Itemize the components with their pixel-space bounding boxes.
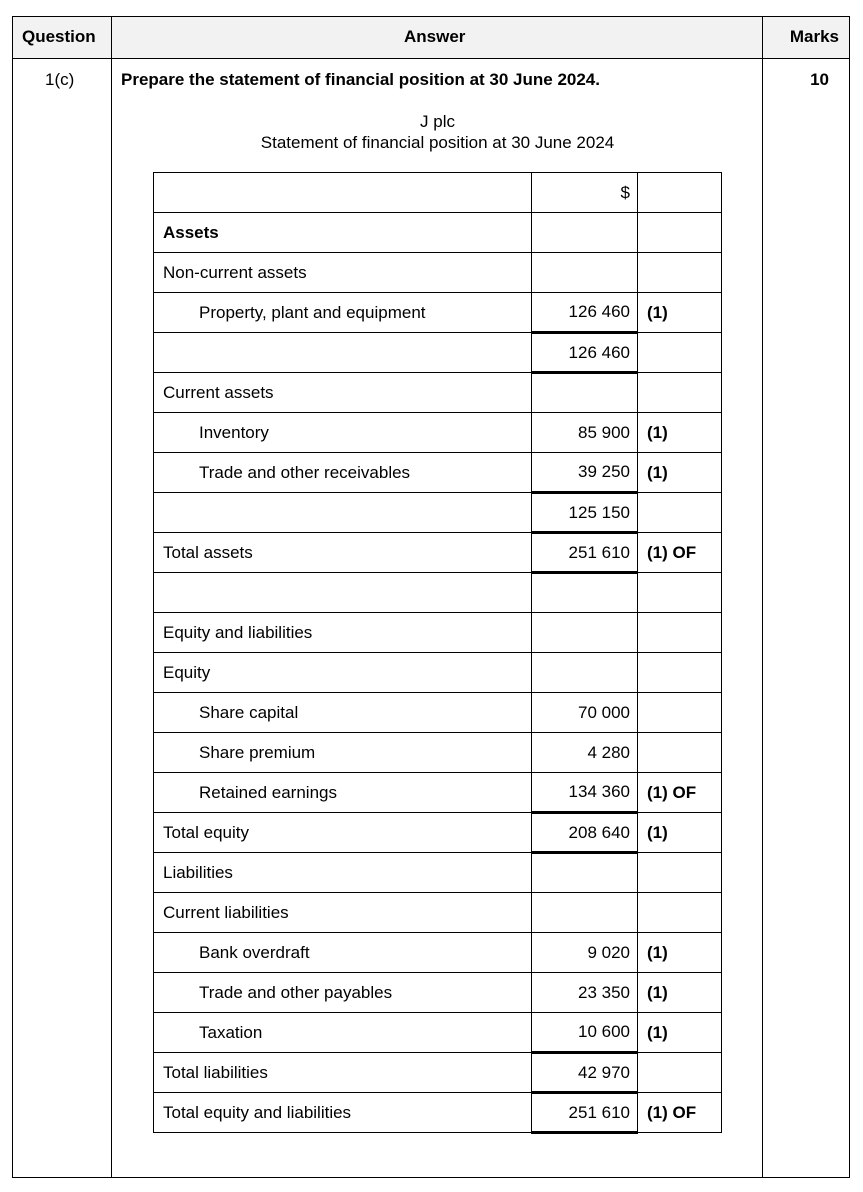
row-label: Taxation	[154, 1013, 532, 1053]
row-mark	[638, 333, 722, 373]
row-amount	[532, 253, 638, 293]
row-amount: 70 000	[532, 693, 638, 733]
row-mark	[638, 893, 722, 933]
row-label: Share capital	[154, 693, 532, 733]
row-label: Total equity and liabilities	[154, 1093, 532, 1133]
row-amount	[532, 853, 638, 893]
row-label: Total liabilities	[154, 1053, 532, 1093]
row-amount	[532, 893, 638, 933]
mark-scheme-table	[12, 16, 850, 1178]
row-label: Non-current assets	[154, 253, 532, 293]
row-mark	[638, 253, 722, 293]
row-label: Bank overdraft	[154, 933, 532, 973]
table-row	[154, 1093, 722, 1133]
financial-position-table	[153, 172, 722, 1134]
row-mark: (1)	[638, 1013, 722, 1053]
row-label: Equity	[154, 653, 532, 693]
company-name: J plc	[420, 112, 455, 131]
header-row	[13, 17, 849, 59]
row-label	[154, 493, 532, 533]
row-amount: 85 900	[532, 413, 638, 453]
row-amount: 126 460	[532, 333, 638, 373]
row-amount: 10 600	[532, 1013, 638, 1053]
table-row	[154, 693, 722, 733]
row-mark: (1)	[638, 413, 722, 453]
table-row	[154, 293, 722, 333]
column-divider	[762, 17, 763, 1177]
table-row	[154, 973, 722, 1013]
row-mark	[638, 173, 722, 213]
table-row	[154, 613, 722, 653]
row-amount	[532, 573, 638, 613]
table-row	[154, 173, 722, 213]
row-label: Equity and liabilities	[154, 613, 532, 653]
row-amount	[532, 653, 638, 693]
row-mark: (1)	[638, 813, 722, 853]
row-mark: (1) OF	[638, 1093, 722, 1133]
row-amount: 134 360	[532, 773, 638, 813]
table-row	[154, 1013, 722, 1053]
question-number: 1(c)	[45, 70, 75, 89]
table-row	[154, 933, 722, 973]
row-mark	[638, 213, 722, 253]
row-label: Liabilities	[154, 853, 532, 893]
table-row	[154, 573, 722, 613]
row-mark	[638, 693, 722, 733]
table-row	[154, 213, 722, 253]
header-answer: Answer	[404, 27, 466, 46]
row-amount: 4 280	[532, 733, 638, 773]
row-amount	[532, 213, 638, 253]
question-marks: 10	[810, 70, 829, 89]
row-amount: 39 250	[532, 453, 638, 493]
row-mark	[638, 573, 722, 613]
table-row	[154, 653, 722, 693]
row-mark: (1)	[638, 973, 722, 1013]
table-row	[154, 733, 722, 773]
row-amount: 23 350	[532, 973, 638, 1013]
table-row	[154, 853, 722, 893]
table-row	[154, 333, 722, 373]
row-amount: 251 610	[532, 1093, 638, 1133]
row-label: Inventory	[154, 413, 532, 453]
row-amount	[532, 613, 638, 653]
row-label: Trade and other payables	[154, 973, 532, 1013]
table-row	[154, 1053, 722, 1093]
table-row	[154, 893, 722, 933]
row-amount: 125 150	[532, 493, 638, 533]
table-row	[154, 493, 722, 533]
row-label: Total assets	[154, 533, 532, 573]
row-label	[154, 573, 532, 613]
table-row	[154, 773, 722, 813]
table-row	[154, 253, 722, 293]
row-mark: (1)	[638, 453, 722, 493]
row-mark: (1)	[638, 293, 722, 333]
statement-heading	[112, 111, 763, 153]
header-marks: Marks	[789, 27, 839, 46]
table-row	[154, 533, 722, 573]
row-mark	[638, 733, 722, 773]
row-label: Current liabilities	[154, 893, 532, 933]
statement-title: Statement of financial position at 30 June 2024	[260, 133, 615, 152]
row-label	[154, 333, 532, 373]
table-row	[154, 453, 722, 493]
row-label: Trade and other receivables	[154, 453, 532, 493]
row-label: Total equity	[154, 813, 532, 853]
row-amount: 208 640	[532, 813, 638, 853]
row-label: Share premium	[154, 733, 532, 773]
row-mark	[638, 493, 722, 533]
row-amount: 126 460	[532, 293, 638, 333]
row-mark: (1) OF	[638, 533, 722, 573]
row-mark	[638, 1053, 722, 1093]
table-row	[154, 373, 722, 413]
row-mark	[638, 613, 722, 653]
row-label	[154, 173, 532, 213]
column-divider	[111, 17, 112, 1177]
row-amount: 42 970	[532, 1053, 638, 1093]
row-mark: (1)	[638, 933, 722, 973]
question-prompt: Prepare the statement of financial position at 30 June 2024.	[121, 70, 600, 89]
row-amount: 251 610	[532, 533, 638, 573]
row-mark	[638, 653, 722, 693]
row-label: Property, plant and equipment	[154, 293, 532, 333]
row-amount: $	[532, 173, 638, 213]
row-label: Retained earnings	[154, 773, 532, 813]
row-amount: 9 020	[532, 933, 638, 973]
row-mark: (1) OF	[638, 773, 722, 813]
row-amount	[532, 373, 638, 413]
row-mark	[638, 373, 722, 413]
table-row	[154, 413, 722, 453]
row-mark	[638, 853, 722, 893]
row-label: Assets	[154, 213, 532, 253]
row-label: Current assets	[154, 373, 532, 413]
header-question: Question	[22, 27, 96, 46]
table-row	[154, 813, 722, 853]
